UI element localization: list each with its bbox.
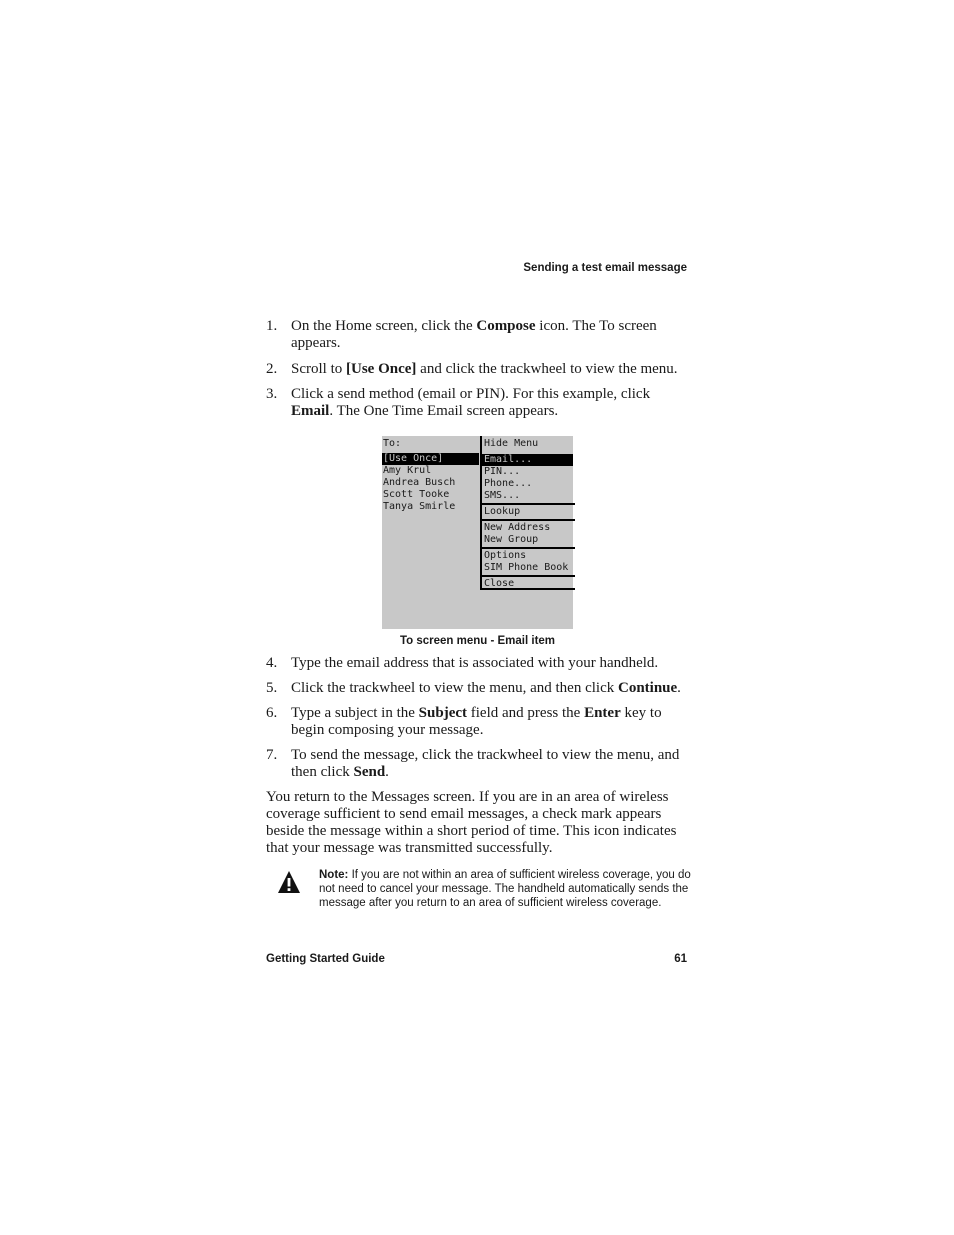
step-text <box>291 361 691 378</box>
step-text-part: and click the trackwheel to view the menu. <box>416 361 678 377</box>
step-bold-term: Email <box>291 403 330 419</box>
menu-item: SIM Phone Book <box>484 562 569 573</box>
menu-separator <box>482 503 575 505</box>
menu-item: Phone... <box>484 478 533 489</box>
step-number: 1. <box>266 318 278 334</box>
step-text <box>291 705 691 739</box>
contact-item: [Use Once] <box>382 453 479 465</box>
note-label: Note: <box>319 869 349 881</box>
step-text-part: Click a send method (email or PIN). For this example, click <box>291 386 651 402</box>
step-text-part: icon. The To screen appears. <box>291 318 657 351</box>
body-paragraph: You return to the Messages screen. If you are in an area of wireless coverage sufficient to send email messages, a check mark appears beside the message within a short period of time. This icon indicates that your message was transmitted successfully. <box>266 789 677 856</box>
warning-icon <box>277 870 301 894</box>
step-text-part: To send the message, click the trackwheel to view the menu, and then click <box>291 747 680 780</box>
note-text <box>319 868 699 910</box>
to-screen-panel <box>382 436 480 629</box>
step-text-part: Click the trackwheel to view the menu, and then click <box>291 680 618 696</box>
step-text <box>291 655 691 672</box>
contact-item: Tanya Smirle <box>383 501 456 512</box>
step-bold-term: Send <box>353 764 386 780</box>
step-bold-term: [Use Once] <box>346 361 417 377</box>
contact-list <box>382 453 479 513</box>
step-text <box>291 747 691 781</box>
step-text-part: . The One Time Email screen appears. <box>329 403 559 419</box>
step-text-part: . <box>677 680 681 696</box>
step-text <box>291 386 691 420</box>
step-text-part: . <box>385 764 389 780</box>
contact-item: Andrea Busch <box>383 477 456 488</box>
step-number: 4. <box>266 655 278 671</box>
step-number: 5. <box>266 680 278 696</box>
step-text-part: Type a subject in the <box>291 705 419 721</box>
menu-item: New Address <box>484 522 551 533</box>
to-label: To: <box>383 438 402 449</box>
menu-item: Options <box>484 550 527 561</box>
menu-separator <box>482 575 575 577</box>
step-text-part: Scroll to <box>291 361 346 377</box>
step-bold-term: Subject <box>418 705 468 721</box>
step-bold-term: Continue <box>617 680 678 696</box>
step-text-part: key to begin composing your message. <box>291 705 662 738</box>
menu-item: PIN... <box>484 466 521 477</box>
menu-item: New Group <box>484 534 539 545</box>
step-number: 3. <box>266 386 278 402</box>
running-head: Sending a test email message <box>523 262 687 274</box>
page-number: 61 <box>674 953 687 965</box>
contact-item: Scott Tooke <box>383 489 450 500</box>
step-bold-term: Enter <box>584 705 621 721</box>
handheld-screenshot <box>382 436 573 629</box>
menu-separator <box>482 547 575 549</box>
step-text <box>291 318 691 352</box>
step-number: 7. <box>266 747 278 763</box>
menu-separator <box>482 519 575 521</box>
menu-item: Email... <box>482 454 573 466</box>
menu-item: SMS... <box>484 490 521 501</box>
step-text <box>291 680 691 697</box>
note-body: If you are not within an area of sufficient wireless coverage, you do not need to cancel your message. The handheld automatically sends the message after you return to an area of sufficient wireless coverage. <box>319 869 691 909</box>
footer-title: Getting Started Guide <box>266 953 385 965</box>
step-text-part: Type the email address that is associated with your handheld. <box>291 655 659 671</box>
step-text-part: On the Home screen, click the <box>291 318 477 334</box>
context-menu <box>480 436 575 590</box>
figure-caption: To screen menu - Email item <box>399 635 556 647</box>
menu-item: Hide Menu <box>484 438 539 449</box>
step-number: 2. <box>266 361 278 377</box>
contact-item: Amy Krul <box>383 465 432 476</box>
menu-item: Lookup <box>484 506 521 517</box>
step-bold-term: Compose <box>476 318 536 334</box>
step-number: 6. <box>266 705 278 721</box>
menu-item: Close <box>484 578 515 589</box>
step-text-part: field and press the <box>467 705 585 721</box>
